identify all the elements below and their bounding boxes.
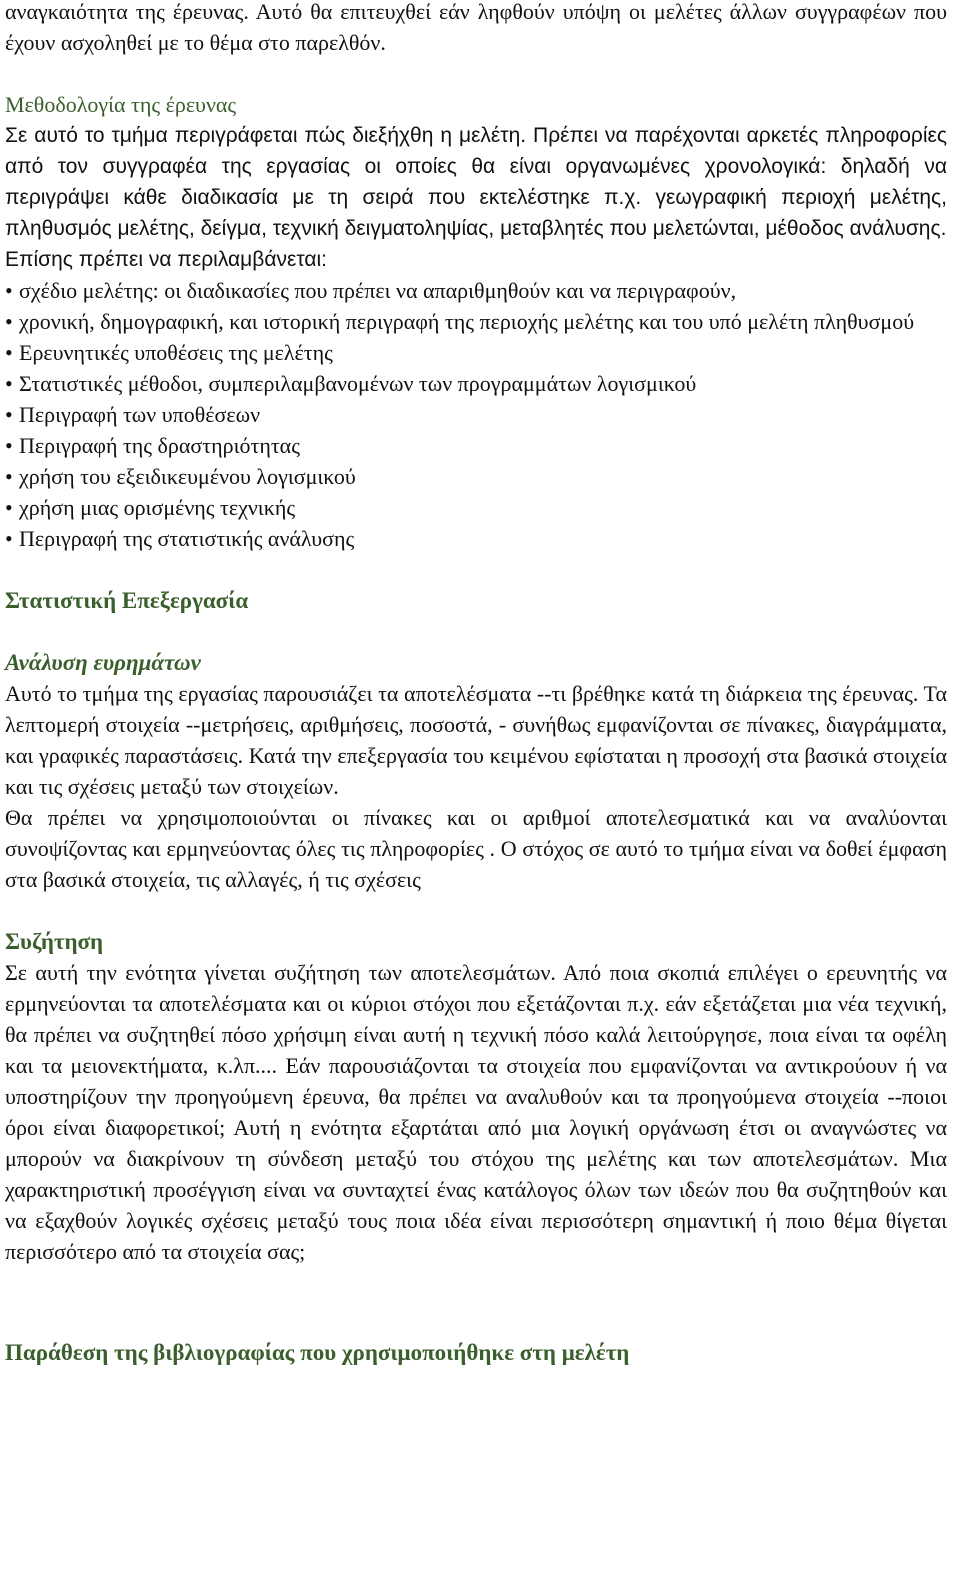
list-item: • Περιγραφή της δραστηριότητας	[5, 430, 947, 461]
bullet-icon: •	[5, 464, 13, 489]
bibliography-heading: Παράθεση της βιβλιογραφίας που χρησιμοποιήθηκε στη μελέτη	[5, 1340, 630, 1365]
methodology-lead: Επίσης πρέπει να περιλαμβάνεται:	[5, 248, 327, 271]
list-item: • Περιγραφή της στατιστικής ανάλυσης	[5, 523, 947, 554]
bullet-icon: •	[5, 402, 13, 427]
findings-heading: Ανάλυση ευρημάτων	[5, 650, 201, 675]
bullet-icon: •	[5, 340, 13, 365]
bullet-icon: •	[5, 526, 13, 551]
discussion-paragraph: Σε αυτή την ενότητα γίνεται συζήτηση των αποτελεσμάτων. Από ποια σκοπιά επιλέγει ο ερευνητής να ερμηνεύονται τα αποτελέσματα και οι κύριοι στόχοι που εξετάζονται π.χ. εάν εξετάζεται μια νέα τεχνική, θα πρέπει να συζητηθεί πόσο χρήσιμη είναι αυτή η τεχνική πόσο καλά λειτούργησε, ποια είναι τα οφέλη και τα μειονεκτήματα, κ.λπ.... Εάν παρουσιάζονται τα στοιχεία που εμφανίζονται να αντικρούουν ή να υποστηρίζουν την προηγούμενη έρευνα, θα πρέπει να αναλυθούν και τα προηγούμενα στοιχεία --ποιοι όροι είναι διαφορετικοί; Αυτή η ενότητα εξαρτάται από μια λογική οργάνωση έτσι οι αναγνώστες να μπορούν να διακρίνουν τη σύνδεση μεταξύ του στόχου της μελέτης και των αποτελεσμάτων. Μια χαρακτηριστική προσέγγιση είναι να συνταχτεί ένας κατάλογος όλων των ιδεών που θα συζητηθούν και να εξαχθούν λογικές σχέσεις μεταξύ τους ποια ιδέα είναι περισσότερη σημαντική ή ποιο θέμα θίγεται περισσότερο από τα στοιχεία σας;	[5, 960, 947, 1264]
list-item: • Ερευνητικές υποθέσεις της μελέτης	[5, 337, 947, 368]
list-item: • σχέδιο μελέτης: οι διαδικασίες που πρέπει να απαριθμηθούν και να περιγραφούν,	[5, 275, 947, 306]
list-item: • Στατιστικές μέθοδοι, συμπεριλαμβανομένων των προγραμμάτων λογισμικού	[5, 368, 947, 399]
findings-paragraph-1: Αυτό το τμήμα της εργασίας παρουσιάζει τα αποτελέσματα --τι βρέθηκε κατά τη διάρκεια της έρευνας. Τα λεπτομερή στοιχεία --μετρήσεις, αριθμήσεις, ποσοστά, - συνήθως εμφανίζονται σε πίνακες, διαγράμματα, και γραφικές παραστάσεις. Κατά την επεξεργασία του κειμένου εφίσταται η προσοχή στα βασικά στοιχεία και τις σχέσεις μεταξύ των στοιχείων.	[5, 681, 947, 799]
bullet-icon: •	[5, 371, 13, 396]
list-item: • χρήση μιας ορισμένης τεχνικής	[5, 492, 947, 523]
methodology-heading: Μεθοδολογία της έρευνας	[5, 92, 237, 117]
document-page	[5, 0, 947, 1368]
bullet-icon: •	[5, 433, 13, 458]
list-item: • χρονική, δημογραφική, και ιστορική περιγραφή της περιοχής μελέτης και του υπό μελέτη πληθυσμού	[5, 306, 947, 337]
list-item: • χρήση του εξειδικευμένου λογισμικού	[5, 461, 947, 492]
bullet-icon: •	[5, 278, 13, 303]
bullet-icon: •	[5, 309, 13, 334]
list-item: • Περιγραφή των υποθέσεων	[5, 399, 947, 430]
bullet-icon: •	[5, 495, 13, 520]
methodology-paragraph: Σε αυτό το τμήμα περιγράφεται πώς διεξήχθη η μελέτη. Πρέπει να παρέχονται αρκετές πληροφορίες από τον συγγραφέα της εργασίας οι οποίες θα είναι οργανωμένες χρονολογικά: δηλαδή να περιγράψει κάθε διαδικασία με τη σειρά που εκτελέστηκε π.χ. γεωγραφική περιοχή μελέτης, πληθυσμός μελέτης, δείγμα, τεχνική δειγματοληψίας, μεταβλητές που μελετώνται, μέθοδος ανάλυσης.	[5, 124, 947, 240]
methodology-bullet-list	[5, 275, 947, 554]
intro-paragraph: αναγκαιότητα της έρευνας. Αυτό θα επιτευχθεί εάν ληφθούν υπόψη οι μελέτες άλλων συγγραφέων που έχουν ασχοληθεί με το θέμα στο παρελθόν.	[5, 0, 947, 55]
findings-paragraph-2: Θα πρέπει να χρησιμοποιούνται οι πίνακες και οι αριθμοί αποτελεσματικά και να αναλύονται συνοψίζοντας και ερμηνεύοντας όλες τις πληροφορίες . Ο στόχος σε αυτό το τμήμα είναι να δοθεί έμφαση στα βασικά στοιχεία, τις αλλαγές, ή τις σχέσεις	[5, 805, 947, 892]
statistics-heading: Στατιστική Επεξεργασία	[5, 588, 249, 613]
discussion-heading: Συζήτηση	[5, 929, 104, 954]
